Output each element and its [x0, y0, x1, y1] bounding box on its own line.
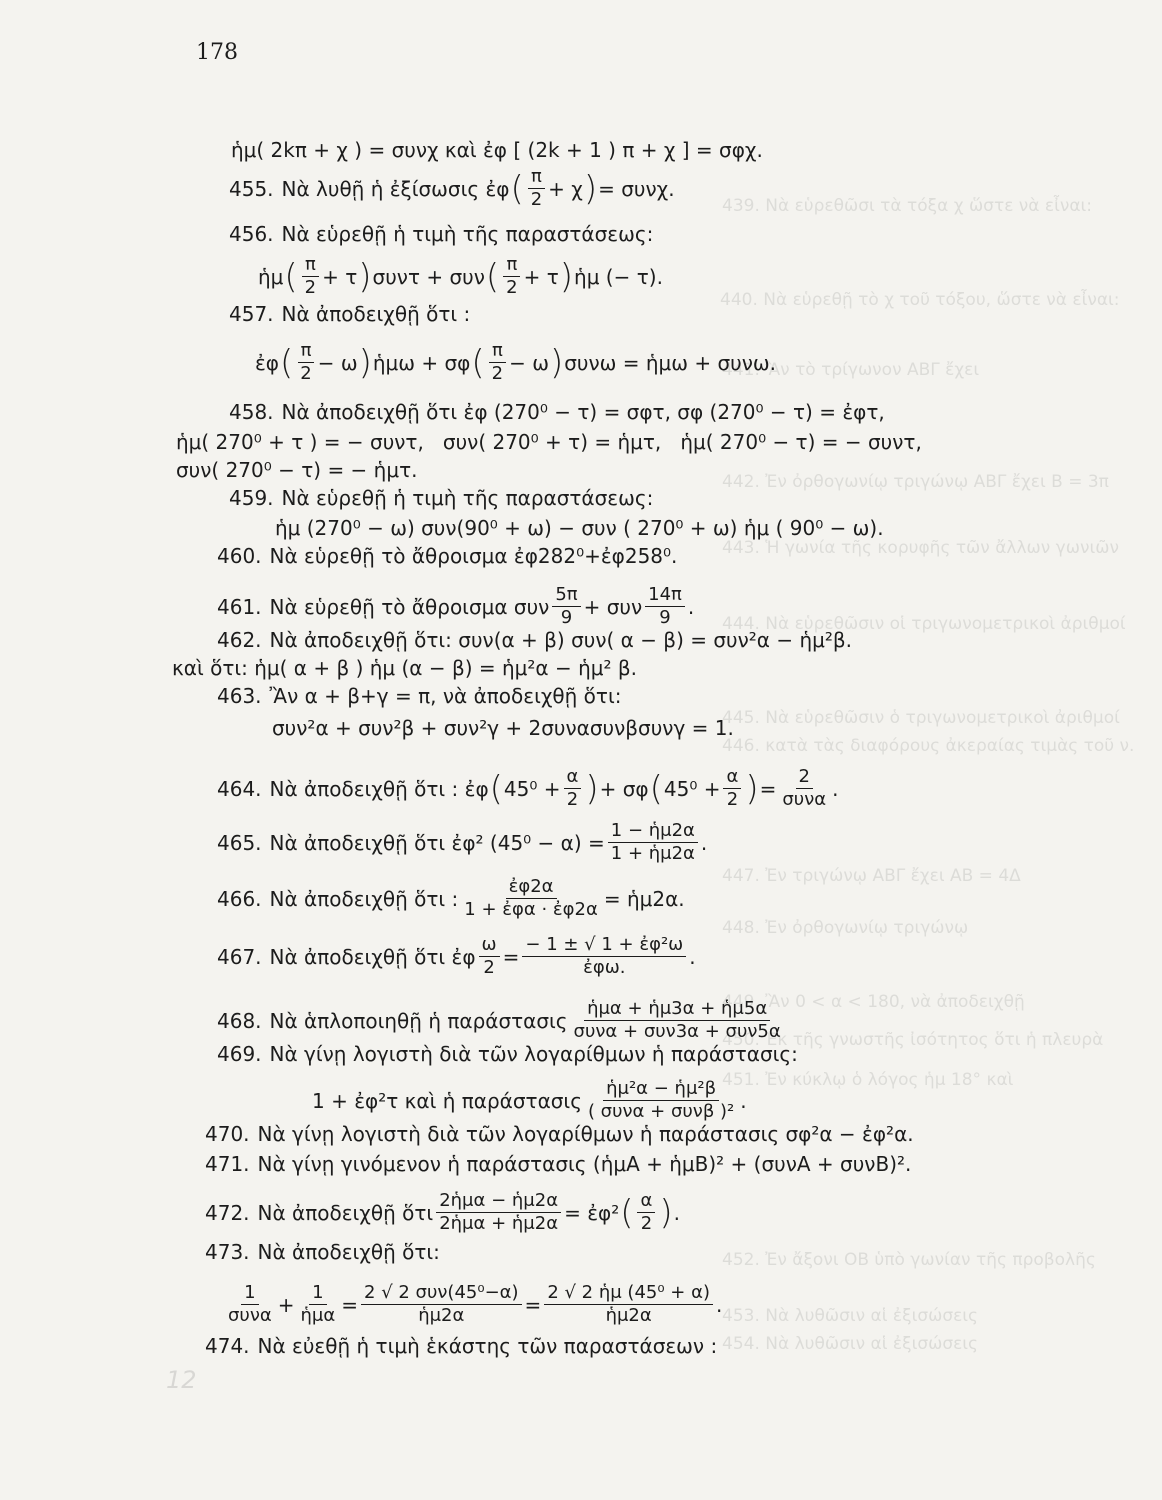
- problem-458: [229, 400, 885, 424]
- math-text: .: [832, 776, 839, 801]
- math-text: καὶ ὅτι: ἡμ( α + β ) ἡμ (α − β) = ἡμ²α − ἡμ² β.: [172, 656, 637, 680]
- numerator: 5π: [552, 584, 580, 607]
- problem-469-expression: [312, 1078, 747, 1123]
- problem-text: Νὰ γίνῃ γινόμενον ἡ παράστασις (ἡμΑ + ἡμΒ)² + (συνΑ + συνΒ)².: [257, 1152, 912, 1176]
- fraction: [637, 1190, 655, 1235]
- problem-number: 470.: [205, 1122, 250, 1146]
- fraction: [608, 820, 698, 865]
- problem-462-line2: [172, 656, 637, 680]
- paren-open: (: [284, 256, 298, 297]
- problem-number: 458.: [229, 400, 274, 424]
- problem-number: 469.: [217, 1042, 262, 1066]
- numerator: α: [564, 766, 582, 789]
- math-text: ἡμ (270⁰ − ω) συν(90⁰ + ω) − συν ( 270⁰ + ω) ἡμ ( 90⁰ − ω).: [275, 516, 884, 540]
- problem-number: 467.: [217, 944, 262, 969]
- problem-458-line3: [176, 458, 417, 482]
- problem-473-expression: [222, 1282, 722, 1327]
- problem-text: Ἂν α + β+γ = π, νὰ ἀποδειχθῇ ὅτι:: [269, 684, 622, 708]
- paren-close: ): [659, 1192, 673, 1233]
- fraction: [528, 166, 545, 211]
- problem-text: Νὰ ἀποδειχθῇ ὅτι ἐφ: [269, 944, 476, 969]
- problem-text: Νὰ εὑρεθῇ τὸ ἄθροισμα ἐφ282⁰+ἐφ258⁰.: [269, 544, 678, 568]
- problem-number: 468.: [217, 1008, 262, 1033]
- math-text: + σφ: [599, 776, 649, 801]
- problem-text: Νὰ γίνῃ λογιστὴ διὰ τῶν λογαρίθμων ἡ παράστασις σφ²α − ἐφ²α.: [257, 1122, 914, 1146]
- problem-number: 459.: [229, 486, 274, 510]
- problem-466: [217, 876, 685, 921]
- problem-number: 463.: [217, 684, 262, 708]
- bleed-line: 446. κατὰ τὰς διαφόρους ἀκεραίας τιμὰς τοῦ ν.: [722, 736, 1135, 756]
- problem-text: Νὰ ἀποδειχθῇ ὅτι: συν(α + β) συν( α − β) = συν²α − ἡμ²β.: [269, 628, 852, 652]
- fraction: [645, 584, 685, 629]
- paren-open: (: [510, 168, 524, 209]
- math-text: − ω: [317, 350, 358, 375]
- bleed-line: 441. Ἂν τὸ τρίγωνον ΑΒΓ ἔχει: [722, 360, 980, 380]
- paren-close: ): [358, 256, 372, 297]
- problem-473: [205, 1240, 440, 1264]
- math-text: + τ: [523, 264, 559, 289]
- numerator: − 1 ± √ 1 + ἐφ²ω: [522, 934, 686, 957]
- bleed-line: 451. Ἐν κύκλῳ ὁ λόγος ἡμ 18° καὶ: [722, 1070, 1014, 1090]
- fraction: [461, 876, 601, 921]
- math-text: =: [524, 1292, 542, 1317]
- numerator: 2: [796, 766, 813, 789]
- problem-number: 460.: [217, 544, 262, 568]
- numerator: π: [528, 166, 545, 189]
- bleed-line: 439. Νὰ εὑρεθῶσι τὰ τόξα χ ὥστε νὰ εἶναι:: [722, 196, 1093, 216]
- problem-text: Νὰ ἀποδειχθῇ ὅτι : ἐφ: [269, 776, 489, 801]
- fraction: [779, 766, 829, 811]
- problem-460: [217, 544, 677, 568]
- bleed-line: 450. Ἐκ τῆς γνωστῆς ἰσότητος ὅτι ἡ πλευρὰ: [722, 1030, 1104, 1050]
- math-text: .: [700, 830, 708, 855]
- denominator: 9: [659, 607, 671, 628]
- problem-number: 462.: [217, 628, 262, 652]
- bleed-line: 449. Ἂν 0 < α < 180, νὰ ἀποδειχθῇ: [722, 992, 1025, 1012]
- numerator: α: [637, 1190, 655, 1213]
- math-text: + τ: [322, 264, 358, 289]
- numerator: 2 √ 2 συν(45⁰−α): [361, 1282, 522, 1305]
- math-text: = ἐφ²: [564, 1200, 620, 1225]
- problem-456-expression: [258, 254, 663, 299]
- problem-457: [229, 302, 470, 326]
- denominator: ἐφω.: [583, 957, 626, 978]
- problem-472: [205, 1190, 680, 1235]
- paren-open: (: [620, 1192, 634, 1233]
- fraction: [297, 340, 314, 385]
- math-text: ἡμ: [258, 264, 284, 289]
- problem-461: [217, 584, 694, 629]
- problem-number: 472.: [205, 1200, 250, 1225]
- denominator: 1 + ἐφα · ἐφ2α: [464, 899, 598, 920]
- problem-470: [205, 1122, 914, 1146]
- fraction: [585, 1078, 737, 1123]
- paren-open: (: [485, 256, 500, 297]
- denominator: 1 + ἡμ2α: [610, 843, 695, 864]
- problem-number: 457.: [229, 302, 274, 326]
- denominator: 2ἡμα + ἡμ2α: [439, 1213, 559, 1234]
- paren-open: (: [471, 342, 485, 383]
- denominator: ἡμ2α: [605, 1305, 652, 1326]
- fraction: [564, 766, 582, 811]
- numerator: 14π: [645, 584, 685, 607]
- fraction: [436, 1190, 561, 1235]
- denominator: 9: [560, 607, 573, 628]
- math-text: − ω: [509, 350, 549, 375]
- problem-number: 456.: [229, 222, 274, 246]
- bleed-line: 440. Νὰ εὑρεθῇ τὸ χ τοῦ τόξου, ὥστε νὰ εἶναι:: [720, 290, 1120, 310]
- numerator: 1: [309, 1282, 326, 1305]
- problem-462: [217, 628, 852, 652]
- math-text: .: [689, 944, 696, 969]
- problem-number: 466.: [217, 886, 262, 911]
- bleed-line: 442. Ἐν ὀρθογωνίῳ τριγώνῳ ΑΒΓ ἔχει Β = 3π: [722, 472, 1109, 492]
- bleed-line: 448. Ἐν ὀρθογωνίῳ τριγώνῳ: [722, 918, 969, 938]
- paren-open: (: [280, 342, 294, 383]
- numerator: π: [298, 340, 315, 363]
- math-text: = συνχ.: [598, 176, 675, 201]
- denominator: 2: [491, 363, 504, 384]
- paren-open: (: [649, 768, 663, 809]
- problem-474: [205, 1334, 717, 1358]
- problem-463-expression: [272, 716, 734, 740]
- bleed-line: 454. Νὰ λυθῶσιν αἱ ἐξισώσεις: [722, 1334, 979, 1354]
- problem-465: [217, 820, 707, 865]
- problem-text: Νὰ λυθῇ ἡ ἐξίσωσις ἐφ: [281, 176, 510, 201]
- fraction: [479, 934, 500, 979]
- bleed-line: 445. Νὰ εὑρεθῶσιν ὁ τριγωνομετρικοὶ ἀριθμοί: [722, 708, 1120, 728]
- problem-455: [229, 166, 675, 211]
- math-text: ἡμ( 270⁰ + τ ) = − συντ, συν( 270⁰ + τ) = ἡμτ, ἡμ( 270⁰ − τ) = − συντ,: [176, 430, 922, 454]
- math-text: = ἡμ2α.: [603, 886, 685, 911]
- problem-468: [217, 998, 787, 1043]
- problem-text: Νὰ γίνῃ λογιστὴ διὰ τῶν λογαρίθμων ἡ παράστασις:: [269, 1042, 798, 1066]
- problem-number: 471.: [205, 1152, 250, 1176]
- problem-text: Νὰ εὑρεθῇ ἡ τιμὴ τῆς παραστάσεως:: [281, 486, 654, 510]
- denominator: 2: [304, 277, 317, 298]
- problem-471: [205, 1152, 911, 1176]
- problem-text: Νὰ ἀποδειχθῇ ὅτι: [257, 1200, 434, 1225]
- math-text: +: [277, 1292, 295, 1317]
- problem-text: Νὰ εὑρεθῇ τὸ ἄθροισμα συν: [269, 594, 550, 619]
- numerator: π: [489, 340, 506, 363]
- fraction: [503, 254, 520, 299]
- problem-text: Νὰ ἀποδειχθῇ ὅτι:: [257, 1240, 440, 1264]
- math-text: =: [341, 1292, 359, 1317]
- numerator: 2 √ 2 ἡμ (45⁰ + α): [544, 1282, 713, 1305]
- problem-number: 473.: [205, 1240, 250, 1264]
- math-text: ἡμ( 2kπ + χ ) = συνχ καὶ ἐφ [ (2k + 1 ) π + χ ] = σφχ.: [231, 138, 763, 162]
- paren-close: ): [559, 256, 574, 297]
- problem-number: 455.: [229, 176, 274, 201]
- denominator: 2: [300, 363, 312, 384]
- fraction: [361, 1282, 522, 1327]
- fraction: [298, 1282, 339, 1327]
- fraction: [544, 1282, 713, 1327]
- fraction: [552, 584, 580, 629]
- denominator: ( συνα + συνβ )²: [587, 1101, 735, 1122]
- math-text: συντ + συν: [372, 264, 485, 289]
- math-text: .: [687, 594, 695, 619]
- denominator: ἡμα: [300, 1305, 336, 1326]
- problem-459: [229, 486, 653, 510]
- problem-459-expression: [275, 516, 884, 540]
- bleed-line: 443. Ἡ γωνία τῆς κορυφῆς τῶν ἄλλων γωνιῶν: [722, 538, 1119, 558]
- math-text: ἐφ: [255, 350, 280, 375]
- paren-close: ): [358, 342, 372, 383]
- bleed-page-number: 12: [166, 1366, 197, 1394]
- page-number: 178: [196, 40, 238, 65]
- denominator: 2: [506, 277, 518, 298]
- problem-469: [217, 1042, 798, 1066]
- numerator: ἐφ2α: [506, 876, 557, 899]
- numerator: α: [723, 766, 741, 789]
- bleed-line: 447. Ἐν τριγώνῳ ΑΒΓ ἔχει ΑΒ = 4Δ: [722, 866, 1021, 886]
- numerator: ἡμα + ἡμ3α + ἡμ5α: [584, 998, 770, 1021]
- denominator: 2: [483, 957, 495, 978]
- problem-text: Νὰ ἁπλοποιηθῇ ἡ παράστασις: [269, 1008, 568, 1033]
- fraction: [225, 1282, 275, 1327]
- math-text: 1 + ἐφ²τ καὶ ἡ παράστασις: [312, 1088, 582, 1113]
- problem-text: Νὰ ἀποδειχθῇ ὅτι ἐφ (270⁰ − τ) = σφτ, σφ (270⁰ − τ) = ἐφτ,: [281, 400, 885, 424]
- denominator: 2: [640, 1213, 653, 1234]
- math-text: συν²α + συν²β + συν²γ + 2συνασυνβσυνγ = 1.: [272, 716, 734, 740]
- problem-number: 465.: [217, 830, 262, 855]
- problem-467: [217, 934, 696, 979]
- bleed-line: 444. Νὰ εὑρεθῶσιν οἱ τριγωνομετρικοὶ ἀριθμοί: [722, 614, 1126, 634]
- math-text: ἡμω + σφ: [372, 350, 471, 375]
- problem-text: Νὰ εὐεθῇ ἡ τιμὴ ἑκάστης τῶν παραστάσεων :: [257, 1334, 718, 1358]
- numerator: ἡμ²α − ἡμ²β: [603, 1078, 719, 1101]
- problem-458-line2: [176, 430, 922, 454]
- fraction: [302, 254, 319, 299]
- denominator: συνα + συν3α + συν5α: [573, 1021, 781, 1042]
- numerator: π: [503, 254, 520, 277]
- problem-text: Νὰ ἀποδειχθῇ ὅτι :: [281, 302, 471, 326]
- math-text: .: [673, 1200, 680, 1225]
- problem-456: [229, 222, 653, 246]
- math-text: =: [502, 944, 520, 969]
- problem-457-expression: [255, 340, 776, 385]
- problem-number: 474.: [205, 1334, 250, 1358]
- fraction: [723, 766, 741, 811]
- paren-close: ): [745, 768, 759, 809]
- numerator: 1 − ἡμ2α: [608, 820, 698, 843]
- denominator: 2: [726, 789, 739, 810]
- denominator: συνα: [782, 789, 827, 810]
- math-text: ἡμ (− τ).: [574, 264, 663, 289]
- numerator: π: [302, 254, 319, 277]
- math-text: 45⁰ +: [663, 776, 721, 801]
- fraction: [571, 998, 784, 1043]
- paren-close: ): [549, 342, 564, 383]
- math-text: .: [740, 1088, 747, 1113]
- math-text: συν( 270⁰ − τ) = − ἡμτ.: [176, 458, 418, 482]
- fraction: [522, 934, 686, 979]
- paren-open: (: [489, 768, 503, 809]
- problem-text: Νὰ ἀποδειχθῇ ὅτι :: [269, 886, 459, 911]
- math-text: .: [716, 1292, 723, 1317]
- denominator: 2: [566, 789, 579, 810]
- problem-number: 461.: [217, 594, 262, 619]
- denominator: ἡμ2α: [418, 1305, 465, 1326]
- problem-number: 464.: [217, 776, 262, 801]
- bleed-line: 452. Ἐν ἄξονι ΟΒ ὑπὸ γωνίαν τῆς προβολῆς: [722, 1250, 1096, 1270]
- numerator: 2ἡμα − ἡμ2α: [436, 1190, 561, 1213]
- problem-464: [217, 766, 839, 811]
- math-text: + συν: [583, 594, 643, 619]
- numerator: 1: [241, 1282, 258, 1305]
- problem-text: Νὰ ἀποδειχθῇ ὅτι ἐφ² (45⁰ − α) =: [269, 830, 605, 855]
- problem-text: Νὰ εὑρεθῇ ἡ τιμὴ τῆς παραστάσεως:: [281, 222, 654, 246]
- denominator: συνα: [228, 1305, 272, 1326]
- denominator: 2: [530, 189, 543, 210]
- bleed-line: 453. Νὰ λυθῶσιν αἱ ἐξισώσεις: [722, 1306, 979, 1326]
- math-text: 45⁰ +: [503, 776, 561, 801]
- paren-close: ): [583, 168, 598, 209]
- math-text: + χ: [548, 176, 583, 201]
- numerator: ω: [479, 934, 500, 957]
- fraction: [489, 340, 506, 385]
- problem-454-continuation: [231, 138, 763, 162]
- problem-463: [217, 684, 621, 708]
- math-text: συνω = ἡμω + συνω.: [564, 350, 777, 375]
- paren-close: ): [585, 768, 599, 809]
- math-text: =: [759, 776, 777, 801]
